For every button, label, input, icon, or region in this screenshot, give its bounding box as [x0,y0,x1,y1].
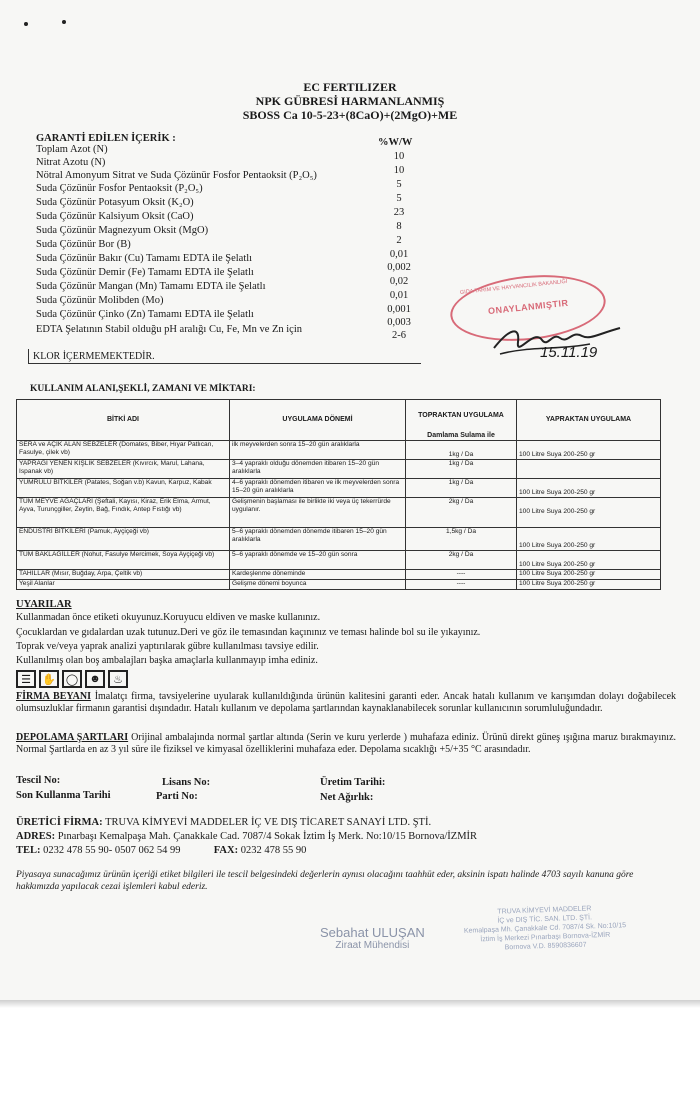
company-stamp [459,903,630,954]
cell-soil: 1,5kg / Da [406,527,517,550]
company-label: ÜRETİCİ FİRMA: [16,817,103,828]
table-row [17,478,661,497]
keep-away-children-icon: ☻ [85,670,105,688]
cell-leaf: 100 Litre Suya 200-250 gr [517,497,661,527]
fax-value: 0232 478 55 90 [240,845,307,856]
col-header-plant: BİTKİ ADI [17,400,230,441]
punch-dot [62,20,66,24]
guarantee-row-name: Suda Çözünür Kalsiyum Oksit (CaO) [36,211,194,222]
company-stamp-line: Bornova V.D. 8590836607 [504,941,587,952]
cell-leaf: 100 Litre Suya 200-250 gr [517,478,661,497]
guarantee-row-value: 5 [396,179,402,190]
read-label-icon: ☰ [16,670,36,688]
cell-period: Gelişme dönemi boyunca [230,579,406,589]
warning-line: Toprak ve/veya yaprak analizi yaptırılarak gübre kullanılması tavsiye edilir. [16,641,319,652]
guarantee-row-value: 2 [396,235,402,246]
usage-heading: KULLANIM ALANI,ŞEKLİ, ZAMANI VE MİKTARI: [30,384,256,394]
production-date: Üretim Tarihi: [320,777,386,788]
company-stamp-line: İÇ ve DIŞ TİC. SAN. LTD. ŞTİ. [497,914,593,925]
cell-soil: ---- [406,579,517,589]
approval-date: 15.11.19 [540,344,598,361]
chlorine-note: KLOR İÇERMEMEKTEDİR. [28,349,421,364]
signer-block [320,925,425,951]
cell-soil: ---- [406,569,517,579]
cell-leaf: 100 Litre Suya 200-250 gr [517,569,661,579]
guarantee-row-value: 10 [393,165,405,176]
storage-text: Orijinal ambalajında normal şartlar altında (Serin ve kuru yerlerde ) muhafaza ediniz. Ürünü direkt güneş ışığına maruz bırakmayınız. Normal Şartlarda en az 3 yıl süre ile fiziksel ve kimyasal özelliklerini muhafaza eder. Depolama sıcaklığı +5/+35 °C arasındadır. [16,732,677,755]
guarantee-row-name: Suda Çözünür Potasyum Oksit (K₂O) [36,197,194,208]
guarantee-row-name: Suda Çözünür Çinko (Zn) Tamamı EDTA ile Şelatlı [36,309,254,320]
company-stamp-line: Kemalpaşa Mh. Çanakkale Cd. 7087/4 Sk. No:10/15 [463,922,627,935]
punch-dot [24,22,28,26]
cell-plant: TÜM MEYVE AĞAÇLARI (Şeftali, Kayısı, Kiraz, Erik Elma, Armut, Ayva, Turunçgiller, Zeytin, Bağ, Fındık, Antep Fıstığı vb) [17,497,230,527]
cell-leaf [517,459,661,478]
storage-heading: DEPOLAMA ŞARTLARI [16,732,129,743]
cell-leaf: 100 Litre Suya 200-250 gr [517,579,661,589]
cell-soil: 2kg / Da [406,550,517,569]
cell-period: 3–4 yapraklı olduğu dönemden itibaren 15–20 gün aralıklarla [230,459,406,478]
warning-line: Kullanılmış olan boş ambalajları başka amaçlarla kullanmayıp imha ediniz. [16,655,318,666]
guarantee-row-name: Suda Çözünür Molibden (Mo) [36,295,164,306]
cell-plant: YAPRAĞI YENEN KIŞLIK SEBZELER (Kıvırcık, Marul, Lahana, Ispanak vb) [17,459,230,478]
cell-plant: YUMRULU BİTKİLER (Patates, Soğan v.b) Kavun, Karpuz, Kabak [17,478,230,497]
guarantee-row-value: 0,01 [389,290,409,301]
cell-period: 4–6 yapraklı dönemden itibaren ve ilk meyvelerden sonra 15–20 gün aralıklarla [230,478,406,497]
cell-period: Kardeşlenme döneminde [230,569,406,579]
address-line [16,831,477,842]
guarantee-row-name: Suda Çözünür Demir (Fe) Tamamı EDTA ile Şelatlı [36,267,254,278]
guarantee-row-value: 8 [396,221,402,232]
wash-icon: ♨ [108,670,128,688]
table-row [17,579,661,589]
table-row [17,459,661,478]
cell-soil: 1kg / Da [406,440,517,459]
product-category: NPK GÜBRESİ HARMANLANMIŞ [255,94,445,108]
warnings-heading: UYARILAR [16,599,72,610]
col-header-leaf: YAPRAKTAN UYGULAMA [517,400,661,441]
guarantee-row-value: 0,02 [389,276,409,287]
fax-label: FAX: [213,845,239,856]
guarantee-row-value: 0,002 [387,262,411,273]
storage-block [16,732,676,756]
cell-leaf: 100 Litre Suya 200-250 gr [517,550,661,569]
product-formula: SBOSS Ca 10-5-23+(8CaO)+(2MgO)+ME [242,108,458,122]
signer-name: Sebahat ULUŞAN [320,925,425,940]
page-edge-shadow [0,1000,700,1008]
guarantee-row-name: Suda Çözünür Fosfor Pentaoksit (P₂O₅) [36,183,203,194]
guarantee-row-name: Suda Çözünür Mangan (Mn) Tamamı EDTA ile Şelatlı [36,281,266,292]
guarantee-row-name: Nötral Amonyum Sitrat ve Suda Çözünür Fosfor Pentaoksit (P₂O₅) [36,170,317,181]
guarantee-row-name: Suda Çözünür Magnezyum Oksit (MgO) [36,225,209,236]
cell-soil: 2kg / Da [406,497,517,527]
cell-plant: ENDÜSTRİ BİTKİLERİ (Pamuk, Ayçiçeği vb) [17,527,230,550]
usage-table [16,399,661,590]
guarantee-row-value: 0,003 [387,317,411,328]
hazard-icons [16,670,128,688]
cell-soil: 1kg / Da [406,478,517,497]
guarantee-row-value: 0,01 [389,249,409,260]
cell-plant: TÜM BAKLAGİLLER (Nohut, Fasulye Mercimek, Soya Ayçiçeği vb) [17,550,230,569]
phone-line [16,845,306,856]
cell-plant: Yeşil Alanlar [17,579,230,589]
table-row [17,550,661,569]
col-header-soil-sub: Damlama Sulama ile [406,432,517,441]
cell-leaf: 100 Litre Suya 200-250 gr [517,440,661,459]
expiry-date: Son Kullanma Tarihi [16,790,111,801]
col-header-soil: TOPRAKTAN UYGULAMA [406,400,517,432]
guarantee-row-value: 0,001 [387,304,411,315]
guarantee-row-name: EDTA Şelatının Stabil olduğu pH aralığı Cu, Fe, Mn ve Zn için [36,324,303,335]
address-text: Pınarbaşı Kemalpaşa Mah. Çanakkale Cad. 7087/4 Sokak İztim İş Merk. No:10/15 Bornova/İZMİR [57,831,478,842]
declaration-text: İmalatçı firma, tavsiyelerine uyularak kullanıldığında ürünün kalitesini garanti eder. Ancak hatalı kullanım ve karışımdan dolayı doğabilecek olumsuzluklar firmanın garantisi dışındadır. Hatalı kullanım ve depolama şartlarından kaynaklanabilecek sorunlar kullanıcının sorumluluğundadır. [16,691,677,714]
product-type: EC FERTILIZER [303,80,397,94]
guarantee-row-name: Toplam Azot (N) [36,144,108,155]
table-row [17,440,661,459]
cell-soil: 1kg / Da [406,459,517,478]
gloves-icon: ✋ [39,670,59,688]
guarantee-row-name: Nitrat Azotu (N) [36,157,106,168]
cell-plant: SERA ve AÇIK ALAN SEBZELER (Domates, Biber, Hıyar Patlıcan, Fasulye, çilek vb) [17,440,230,459]
warning-line: Kullanmadan önce etiketi okuyunuz.Koruyucu eldiven ve maske kullanınız. [16,612,321,623]
cell-period: 5–6 yapraklı dönemde ve 15–20 gün sonra [230,550,406,569]
guarantee-row-value: 10 [393,151,405,162]
signer-title: Ziraat Mühendisi [335,940,410,951]
unit-label: %W/W [378,137,413,148]
stamp-outer-text: GIDA TARIM VE HAYVANCILIK BAKANLIĞI [459,278,568,297]
license-no: Lisans No: [162,777,211,788]
cell-period: 5–6 yapraklı dönemden dönemde itibaren 15–20 gün aralıklarla [230,527,406,550]
table-row [17,569,661,579]
footer-note: Piyasaya sunacağımız ürünün içeriği etiket bilgileri ile tescil belgesindeki değerlerin aynısı olacağını taahhüt eder, aksinin ispatı halinde 4703 sayılı kanuna göre hakkımızda yapılacak cezai işlemleri kabul ederiz. [16,870,634,892]
cell-plant: TAHILLAR (Mısır, Buğday, Arpa, Çeltik vb) [17,569,230,579]
tel-label: TEL: [16,845,41,856]
stamp-inner-text: ONAYLANMIŞTIR [487,297,569,317]
table-row [17,497,661,527]
guarantee-row-name: Suda Çözünür Bor (B) [36,239,131,250]
registration-no: Tescil No: [16,775,61,786]
cell-period: ilk meyvelerden sonra 15–20 gün aralıklarla [230,440,406,459]
address-label: ADRES: [16,831,56,842]
mask-icon: ◯ [62,670,82,688]
table-row [17,527,661,550]
warning-line: Çocuklardan ve gıdalardan uzak tutunuz.Deri ve göz ile temasından kaçınınız ve teması halinde bol su ile yıkayınız. [16,627,481,638]
guarantee-row-name: Suda Çözünür Bakır (Cu) Tamamı EDTA ile Şelatlı [36,253,253,264]
declaration-heading: FİRMA BEYANI [16,691,91,702]
declaration-block [16,691,676,715]
guarantee-row-value: 23 [393,207,405,218]
guarantee-row-value: 2-6 [392,330,406,341]
company-stamp-line: TRUVA KİMYEVİ MADDELER [497,905,592,916]
batch-no: Parti No: [156,791,198,802]
net-weight: Net Ağırlık: [320,792,374,803]
company-name: TRUVA KİMYEVİ MADDELER İÇ VE DIŞ TİCARET SANAYİ LTD. ŞTİ. [105,817,432,828]
cell-leaf: 100 Litre Suya 200-250 gr [517,527,661,550]
tel-value: 0232 478 55 90- 0507 062 54 99 [43,845,181,856]
company-line [16,817,431,828]
cell-period: Gelişmenin başlaması ile birlikte iki veya üç tekerrürde uygulanır. [230,497,406,527]
guarantee-row-value: 5 [396,193,402,204]
company-stamp-line: İztim İş Merkezi Pınarbaşı Bornova-İZMİR [480,931,611,944]
guarantee-heading: GARANTİ EDİLEN İÇERİK : [36,133,176,144]
col-header-period: UYGULAMA DÖNEMİ [230,400,406,441]
